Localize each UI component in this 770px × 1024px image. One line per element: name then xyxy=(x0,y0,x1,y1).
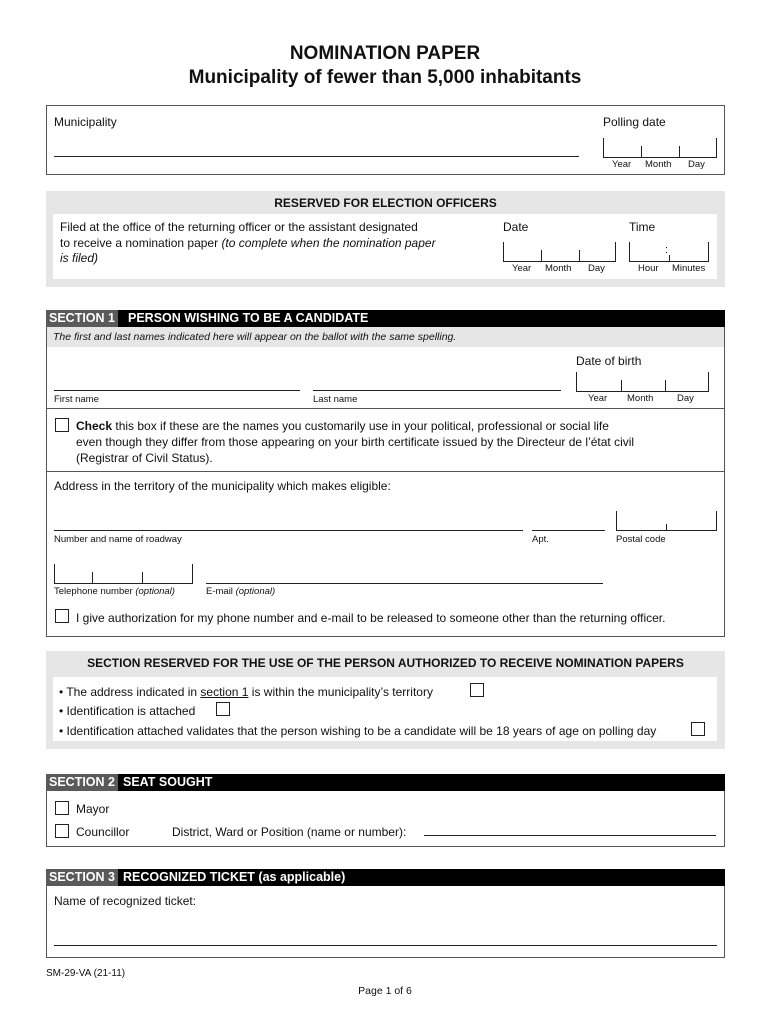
divider xyxy=(47,408,724,409)
address-label: Address in the territory of the municipality which makes eligible: xyxy=(54,479,391,493)
last-name-label: Last name xyxy=(313,394,358,405)
email-label: E-mail xyxy=(206,586,236,597)
customary-names-checkbox[interactable] xyxy=(55,418,69,432)
apt-label: Apt. xyxy=(532,534,549,545)
filed-date-field[interactable] xyxy=(503,242,616,262)
municipality-field[interactable] xyxy=(54,156,579,157)
divider xyxy=(47,471,724,472)
check-bold: Check xyxy=(76,419,113,433)
section3-header xyxy=(46,869,725,886)
reserved-line3: is filed) xyxy=(60,251,99,265)
postal-label: Postal code xyxy=(616,534,666,545)
municipality-box xyxy=(46,105,725,175)
ticket-field[interactable] xyxy=(54,945,717,946)
polling-date-label: Polling date xyxy=(603,115,666,129)
authorized-inner xyxy=(53,677,717,741)
dob-label: Date of birth xyxy=(576,354,642,368)
polling-year-label: Year xyxy=(612,159,632,170)
first-name-field[interactable] xyxy=(54,390,300,391)
form-title: NOMINATION PAPER xyxy=(289,43,481,64)
section1-tag: SECTION 1 xyxy=(46,310,118,327)
filed-day-label: Day xyxy=(588,263,605,274)
bullet3: • Identification attached validates that the person wishing to be a candidate will be 18 years of age on polling day xyxy=(59,724,657,738)
dob-day-label: Day xyxy=(677,393,694,404)
authorize-checkbox[interactable] xyxy=(55,609,69,623)
dob-month-label: Month xyxy=(627,393,654,404)
page-number: Page 1 of 6 xyxy=(358,985,412,997)
district-label: District, Ward or Position (name or number): xyxy=(172,825,407,839)
filed-date-label: Date xyxy=(503,220,529,234)
email-optional: (optional) xyxy=(235,586,276,597)
mayor-label: Mayor xyxy=(76,802,110,816)
bullet1-a: • The address indicated in xyxy=(59,685,201,699)
time-colon: : xyxy=(665,244,669,256)
roadway-field[interactable] xyxy=(54,530,523,531)
councillor-checkbox[interactable] xyxy=(55,824,69,838)
filed-hour-label: Hour xyxy=(638,263,659,274)
filed-time-label: Time xyxy=(629,220,656,234)
check-line3: (Registrar of Civil Status). xyxy=(76,451,213,465)
section2-title: SEAT SOUGHT xyxy=(123,775,213,789)
ticket-label: Name of recognized ticket: xyxy=(54,894,197,908)
reserved-line1: Filed at the office of the returning officer or the assistant designated xyxy=(60,220,418,234)
municipality-label: Municipality xyxy=(54,115,117,129)
section2-box xyxy=(46,791,725,847)
reserved-officers-box xyxy=(46,191,725,287)
form-code: SM-29-VA (21-11) xyxy=(46,968,126,979)
reserved-line2b: (to complete when the nomination paper xyxy=(221,236,436,250)
apt-field[interactable] xyxy=(532,530,605,531)
first-name-label: First name xyxy=(54,394,99,405)
postal-code-field[interactable] xyxy=(616,511,717,531)
filed-month-label: Month xyxy=(545,263,572,274)
polling-day-label: Day xyxy=(688,159,705,170)
section3-tag: SECTION 3 xyxy=(46,869,118,886)
identification-attached-checkbox[interactable] xyxy=(216,702,230,716)
filed-minutes-label: Minutes xyxy=(672,263,706,274)
section1-note-bar xyxy=(47,327,724,347)
section1-note: The first and last names indicated here will appear on the ballot with the same spelling. xyxy=(53,331,457,343)
check-line1: this box if these are the names you customarily use in your political, professional or social life xyxy=(112,419,609,433)
councillor-label: Councillor xyxy=(76,825,130,839)
section1-box xyxy=(46,327,725,637)
dob-year-label: Year xyxy=(588,393,608,404)
check-line2: even though they differ from those appearing on your birth certificate issued by the Directeur de l’état civil xyxy=(76,435,635,449)
address-within-checkbox[interactable] xyxy=(470,683,484,697)
last-name-field[interactable] xyxy=(313,390,561,391)
email-field[interactable] xyxy=(206,583,603,584)
bullet2: • Identification is attached xyxy=(59,704,196,718)
bullet1-b: is within the municipality’s territory xyxy=(248,685,433,699)
form-subtitle: Municipality of fewer than 5,000 inhabitants xyxy=(188,67,582,88)
section2-tag: SECTION 2 xyxy=(46,774,118,791)
section3-title: RECOGNIZED TICKET (as applicable) xyxy=(123,870,346,884)
authorize-text: I give authorization for my phone number and e-mail to be released to someone other than the returning officer. xyxy=(76,611,666,625)
dob-field[interactable] xyxy=(576,372,709,392)
polling-date-field[interactable] xyxy=(603,138,717,158)
mayor-checkbox[interactable] xyxy=(55,801,69,815)
filed-year-label: Year xyxy=(512,263,532,274)
reserved-inner xyxy=(53,214,717,279)
age-validation-checkbox[interactable] xyxy=(691,722,705,736)
reserved-title: RESERVED FOR ELECTION OFFICERS xyxy=(274,196,497,210)
section1-link[interactable]: section 1 xyxy=(200,685,249,699)
phone-optional: (optional) xyxy=(135,586,175,597)
section3-box xyxy=(46,886,725,958)
section1-title: PERSON WISHING TO BE A CANDIDATE xyxy=(128,311,369,325)
section1-header xyxy=(46,310,725,327)
telephone-field[interactable] xyxy=(54,564,193,584)
roadway-label: Number and name of roadway xyxy=(54,534,182,545)
authorized-box xyxy=(46,651,725,749)
reserved-line2a: to receive a nomination paper xyxy=(60,236,222,250)
polling-month-label: Month xyxy=(645,159,672,170)
district-field[interactable] xyxy=(424,835,716,836)
section2-header xyxy=(46,774,725,791)
authorized-title: SECTION RESERVED FOR THE USE OF THE PERSON AUTHORIZED TO RECEIVE NOMINATION PAPERS xyxy=(87,656,684,670)
filed-time-field[interactable] xyxy=(629,242,709,262)
phone-label: Telephone number xyxy=(54,586,136,597)
